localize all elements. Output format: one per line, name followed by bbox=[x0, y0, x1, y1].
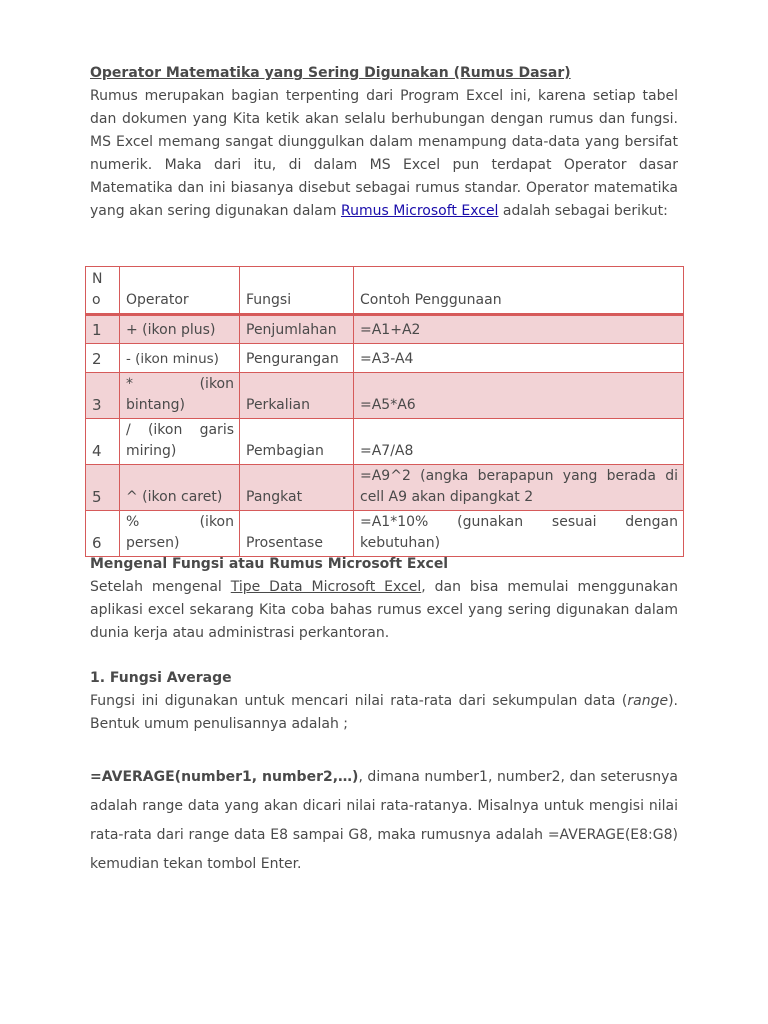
header-contoh: Contoh Penggunaan bbox=[354, 267, 684, 315]
cell-no: 3 bbox=[86, 373, 120, 419]
cell-no: 4 bbox=[86, 419, 120, 465]
average-formula-section bbox=[90, 763, 678, 879]
cell-operator: - (ikon minus) bbox=[120, 344, 240, 373]
formula-text: , dimana number1, number2, dan seterusnya adalah range data yang akan dicari nilai rata-ratanya. Misalnya untuk mengisi nilai rata-rata dari range data E8 sampai G8, maka rumusnya adalah =AVERAGE(E8:G8) kemudian tekan tombol Enter. bbox=[90, 769, 679, 872]
cell-operator: * (ikon bintang) bbox=[120, 373, 240, 419]
operator-table bbox=[85, 266, 683, 557]
section-heading: Mengenal Fungsi atau Rumus Microsoft Excel bbox=[90, 556, 449, 572]
cell-contoh: =A9^2 (angka berapapun yang berada di cell A9 akan dipangkat 2 bbox=[354, 465, 684, 511]
cell-no: 6 bbox=[86, 511, 120, 557]
section-text-after: , dan bisa memulai menggunakan aplikasi excel sekarang Kita coba bahas rumus excel yang sering digunakan dalam dunia kerja atau administrasi perkantoran. bbox=[90, 579, 678, 641]
cell-contoh: =A1+A2 bbox=[354, 315, 684, 344]
cell-contoh: =A5*A6 bbox=[354, 373, 684, 419]
average-section bbox=[90, 667, 678, 736]
cell-fungsi: Perkalian bbox=[240, 373, 354, 419]
cell-fungsi: Penjumlahan bbox=[240, 315, 354, 344]
cell-operator: % (ikon persen) bbox=[120, 511, 240, 557]
intro-text: Rumus merupakan bagian terpenting dari Program Excel ini, karena setiap tabel dan dokumen yang Kita ketik akan selalu berhubungan dengan rumus dan fungsi. MS Excel memang sangat diunggulkan dalam menampung data-data yang bersifat numerik. Maka dari itu, di dalam MS Excel pun terdapat Operator dasar Matematika dan ini biasanya disebut sebagai rumus standar. Operator matematika yang akan sering digunakan dalam bbox=[90, 88, 678, 219]
intro-section bbox=[90, 62, 678, 223]
page-title: Operator Matematika yang Sering Digunakan (Rumus Dasar) bbox=[90, 65, 571, 81]
cell-contoh: =A1*10% (gunakan sesuai dengan kebutuhan) bbox=[354, 511, 684, 557]
header-fungsi: Fungsi bbox=[240, 267, 354, 315]
average-desc-before: Fungsi ini digunakan untuk mencari nilai rata-rata dari sekumpulan data ( bbox=[90, 693, 628, 709]
header-no: N o bbox=[86, 267, 120, 315]
table-row bbox=[86, 315, 684, 344]
cell-no: 1 bbox=[86, 315, 120, 344]
table-header-row bbox=[86, 267, 684, 315]
cell-no: 2 bbox=[86, 344, 120, 373]
cell-operator: ^ (ikon caret) bbox=[120, 465, 240, 511]
cell-fungsi: Prosentase bbox=[240, 511, 354, 557]
table-row bbox=[86, 419, 684, 465]
cell-operator: + (ikon plus) bbox=[120, 315, 240, 344]
section-text-before: Setelah mengenal bbox=[90, 579, 231, 595]
cell-contoh: =A3-A4 bbox=[354, 344, 684, 373]
intro-text-end: adalah sebagai berikut: bbox=[498, 203, 668, 219]
cell-contoh: =A7/A8 bbox=[354, 419, 684, 465]
header-operator: Operator bbox=[120, 267, 240, 315]
table-row bbox=[86, 465, 684, 511]
section-paragraph bbox=[90, 576, 678, 645]
cell-fungsi: Pengurangan bbox=[240, 344, 354, 373]
table-row bbox=[86, 511, 684, 557]
fungsi-section bbox=[90, 553, 678, 645]
table-row bbox=[86, 344, 684, 373]
average-desc-italic: range bbox=[627, 693, 669, 709]
cell-fungsi: Pangkat bbox=[240, 465, 354, 511]
rumus-excel-link[interactable]: Rumus Microsoft Excel bbox=[340, 203, 499, 219]
average-heading: 1. Fungsi Average bbox=[90, 670, 232, 686]
intro-paragraph bbox=[90, 85, 678, 223]
formula-paragraph bbox=[90, 763, 678, 879]
table-row bbox=[86, 373, 684, 419]
average-formula: =AVERAGE(number1, number2,…) bbox=[90, 769, 359, 785]
cell-fungsi: Pembagian bbox=[240, 419, 354, 465]
average-desc bbox=[90, 690, 678, 736]
cell-operator: / (ikon garis miring) bbox=[120, 419, 240, 465]
tipe-data-link[interactable]: Tipe Data Microsoft Excel bbox=[230, 579, 422, 595]
average-desc-after: ). Bentuk umum penulisannya adalah ; bbox=[90, 693, 678, 732]
cell-no: 5 bbox=[86, 465, 120, 511]
